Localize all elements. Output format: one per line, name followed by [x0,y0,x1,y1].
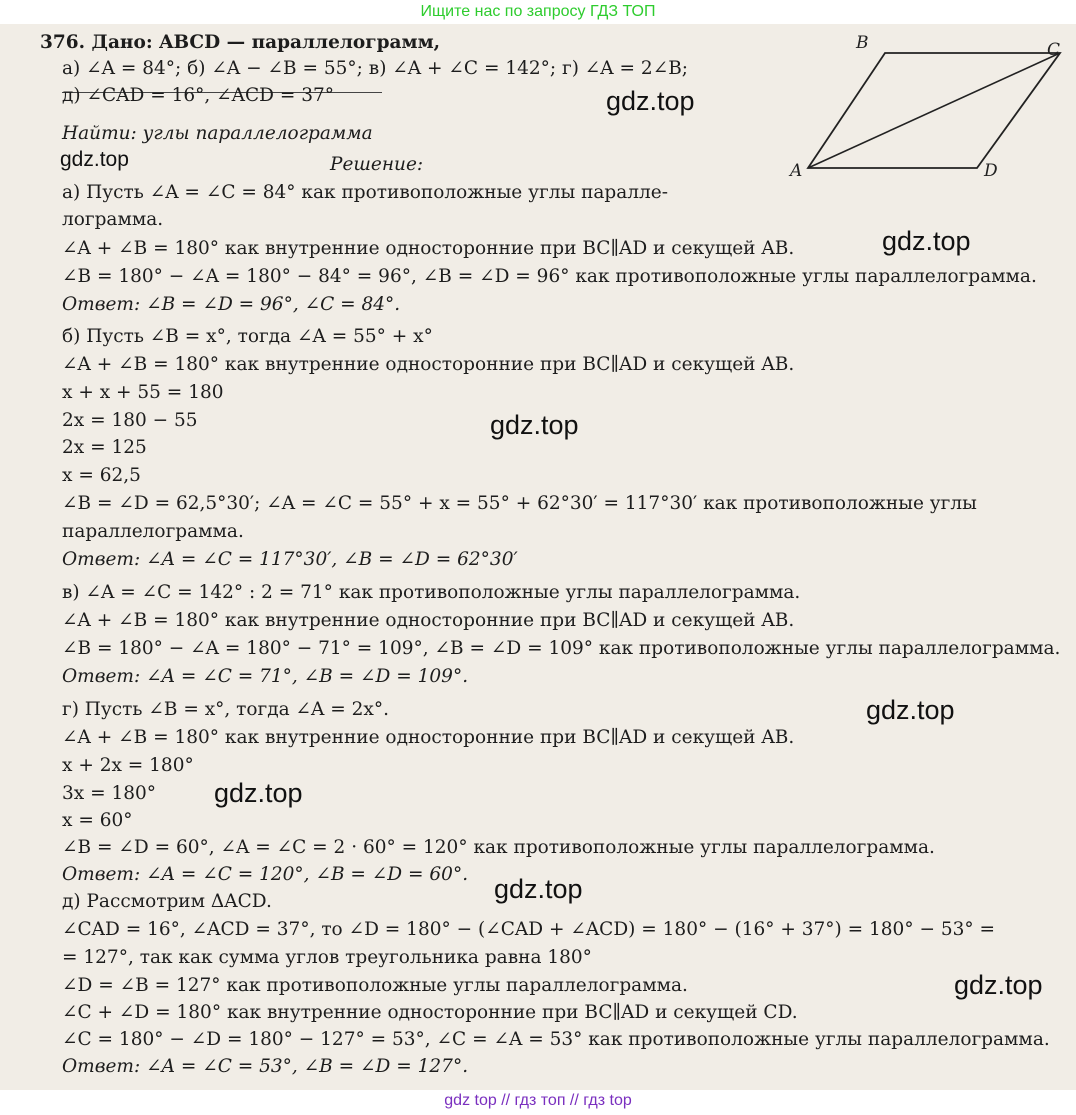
watermark: gdz.top [60,148,129,171]
solution-line: параллелограмма. [62,521,244,542]
vertex-d-label: D [984,161,998,181]
solution-line: ∠D = ∠B = 127° как противоположные углы параллелограмма. [62,975,688,996]
answer-line: Ответ: ∠A = ∠C = 120°, ∠B = ∠D = 60°. [62,864,469,885]
equation-line: 3x = 180° [62,783,157,804]
equation-line: 2x = 125 [62,437,147,458]
watermark: gdz.top [866,695,955,725]
solution-line: а) Пусть ∠A = ∠C = 84° как противоположные углы паралле- [62,182,669,203]
watermark: gdz.top [606,86,695,116]
find-statement: Найти: углы параллелограмма [62,123,373,144]
watermark: gdz.top [214,778,303,808]
equation-line: x = 62,5 [62,465,141,486]
solution-line: ∠A + ∠B = 180° как внутренние односторонние при BC∥AD и секущей AB. [62,238,795,259]
vertex-c-label: C [1047,40,1061,60]
answer-line: Ответ: ∠A = ∠C = 117°30′, ∠B = ∠D = 62°30′ [62,549,518,570]
equation-line: x + x + 55 = 180 [62,382,224,403]
solution-line: лограмма. [62,209,164,230]
solution-line: ∠A + ∠B = 180° как внутренние односторонние при BC∥AD и секущей AB. [62,354,795,375]
solution-line: г) Пусть ∠B = x°, тогда ∠A = 2x°. [62,699,389,720]
answer-line: Ответ: ∠A = ∠C = 53°, ∠B = ∠D = 127°. [62,1056,469,1077]
solution-line: ∠A + ∠B = 180° как внутренние односторонние при BC∥AD и секущей AB. [62,727,795,748]
answer-line: Ответ: ∠B = ∠D = 96°, ∠C = 84°. [62,294,401,315]
given-conditions: д) ∠CAD = 16°, ∠ACD = 37° [62,85,335,106]
solution-line: б) Пусть ∠B = x°, тогда ∠A = 55° + x° [62,326,433,347]
solution-line: ∠B = ∠D = 60°, ∠A = ∠C = 2 · 60° = 120° как противоположные углы параллелограмма. [62,837,935,858]
watermark: gdz.top [882,226,971,256]
equation-line: x + 2x = 180° [62,755,194,776]
solution-line: ∠B = 180° − ∠A = 180° − 71° = 109°, ∠B = ∠D = 109° как противоположные углы параллелограмма. [62,638,1061,659]
given-conditions: а) ∠A = 84°; б) ∠A − ∠B = 55°; в) ∠A + ∠C = 142°; г) ∠A = 2∠B; [62,58,689,79]
parallelogram-figure [780,8,1070,183]
top-banner: Ищите нас по запросу ГДЗ ТОП [420,3,656,20]
solution-line: ∠C + ∠D = 180° как внутренние односторонние при BC∥AD и секущей CD. [62,1002,798,1023]
vertex-a-label: A [790,161,803,181]
bottom-banner: gdz top // гдз топ // гдз top [444,1092,632,1109]
watermark: gdz.top [494,874,583,904]
solution-line: в) ∠A = ∠C = 142° : 2 = 71° как противоположные углы параллелограмма. [62,582,801,603]
vertex-b-label: B [856,33,869,53]
watermark: gdz.top [490,410,579,440]
solution-line: ∠C = 180° − ∠D = 180° − 127° = 53°, ∠C = ∠A = 53° как противоположные углы параллелограмма. [62,1029,1050,1050]
problem-header: 376. Дано: ABCD — параллелограмм, [40,32,441,53]
solution-heading: Решение: [330,154,424,175]
solution-line: ∠CAD = 16°, ∠ACD = 37°, то ∠D = 180° − (∠CAD + ∠ACD) = 180° − (16° + 37°) = 180° − 53° = [62,919,996,940]
solution-line: ∠A + ∠B = 180° как внутренние односторонние при BC∥AD и секущей AB. [62,610,795,631]
solution-line: ∠B = 180° − ∠A = 180° − 84° = 96°, ∠B = ∠D = 96° как противоположные углы параллелограмма. [62,266,1037,287]
solution-line: = 127°, так как сумма углов треугольника равна 180° [62,947,592,968]
answer-line: Ответ: ∠A = ∠C = 71°, ∠B = ∠D = 109°. [62,666,469,687]
equation-line: x = 60° [62,810,133,831]
solution-line: ∠B = ∠D = 62,5°30′; ∠A = ∠C = 55° + x = 55° + 62°30′ = 117°30′ как противоположные углы [62,493,977,514]
solution-line: д) Рассмотрим ΔACD. [62,891,272,912]
watermark: gdz.top [954,970,1043,1000]
equation-line: 2x = 180 − 55 [62,410,198,431]
